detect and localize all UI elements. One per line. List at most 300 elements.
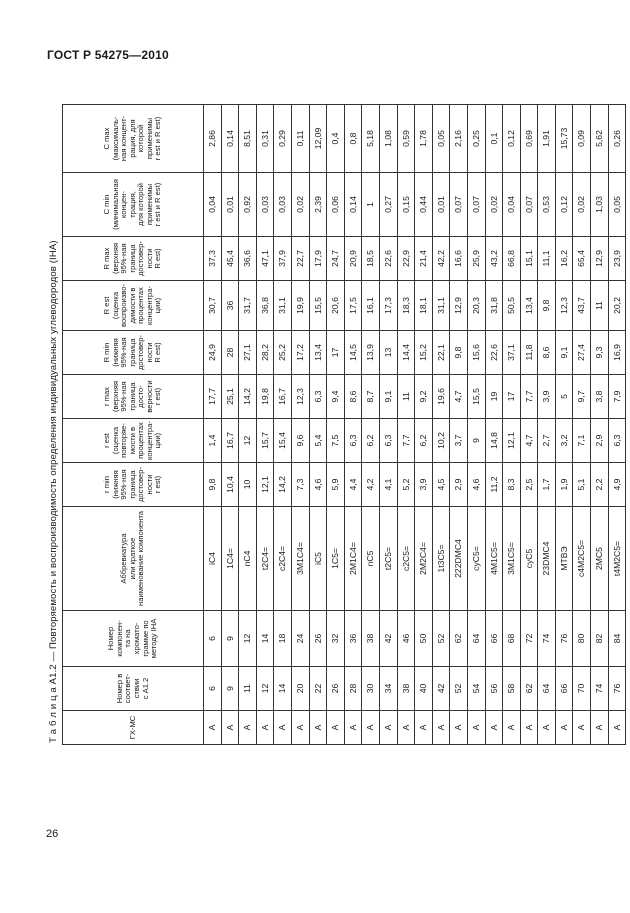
table-cell: А <box>608 711 626 745</box>
table-cell: 0,15 <box>397 173 415 237</box>
table-cell: 2,86 <box>204 105 222 173</box>
table-cell: 0,27 <box>379 173 397 237</box>
table-cell: А <box>327 711 345 745</box>
column-header: r max (верхняя 95%-ная граница досто- верности r est) <box>63 375 204 419</box>
table-cell: А <box>555 711 573 745</box>
table-cell: MTBЭ <box>555 507 573 611</box>
table-cell: 25,2 <box>274 331 292 375</box>
table-cell: А <box>239 711 257 745</box>
table-cell: 9,4 <box>327 375 345 419</box>
table-cell: А <box>432 711 450 745</box>
table-cell: 64 <box>538 667 556 711</box>
table-cell: 66 <box>555 667 573 711</box>
table-cell: А <box>485 711 503 745</box>
table-cell: 42,2 <box>432 237 450 281</box>
table-cell: 31,7 <box>239 281 257 331</box>
table-cell: 16,7 <box>221 419 239 463</box>
table-cell: 18,3 <box>397 281 415 331</box>
table-cell: 1 <box>362 173 380 237</box>
table-cell: 17,9 <box>309 237 327 281</box>
table-cell: nC5 <box>362 507 380 611</box>
table-cell: 21,4 <box>415 237 433 281</box>
table-row <box>555 105 573 745</box>
table-cell: 0,07 <box>520 173 538 237</box>
table-cell: 0,12 <box>503 105 521 173</box>
column-header: R min (нижняя 95%-ная граница достовер- ности R est) <box>63 331 204 375</box>
table-row <box>397 105 415 745</box>
table-row <box>485 105 503 745</box>
table-cell: 12 <box>256 667 274 711</box>
table-cell: 0,05 <box>608 173 626 237</box>
table-cell: 4,5 <box>432 463 450 507</box>
table-cell: 0,04 <box>503 173 521 237</box>
table-cell: 12,9 <box>450 281 468 331</box>
table-cell: 11,2 <box>485 463 503 507</box>
table-cell: 16,7 <box>274 375 292 419</box>
table-cell: 11,8 <box>520 331 538 375</box>
table-cell: 14,2 <box>274 463 292 507</box>
table-row <box>256 105 274 745</box>
table-cell: А <box>309 711 327 745</box>
table-row <box>327 105 345 745</box>
table-cell: 24 <box>291 611 309 667</box>
table-cell: 20,9 <box>344 237 362 281</box>
table-cell: 0,44 <box>415 173 433 237</box>
table-cell: 8,6 <box>344 375 362 419</box>
table-row <box>344 105 362 745</box>
table-cell: 0,03 <box>274 173 292 237</box>
table-cell: 22,9 <box>397 237 415 281</box>
table-cell: 50 <box>415 611 433 667</box>
table-cell: 22,1 <box>432 331 450 375</box>
table-cell: 16,6 <box>450 237 468 281</box>
table-cell: 3,8 <box>591 375 609 419</box>
table-cell: 0,92 <box>239 173 257 237</box>
table-cell: 1,7 <box>538 463 556 507</box>
table-cell: 9 <box>221 611 239 667</box>
table-cell: t2C4= <box>256 507 274 611</box>
table-cell: 5,62 <box>591 105 609 173</box>
table-cell: 9 <box>221 667 239 711</box>
table-cell: 9 <box>467 419 485 463</box>
table-row <box>221 105 239 745</box>
table-row <box>379 105 397 745</box>
table-cell: 10 <box>239 463 257 507</box>
table-cell: 14,5 <box>344 331 362 375</box>
table-cell: 2M2C4= <box>415 507 433 611</box>
table-cell: 42 <box>432 667 450 711</box>
table-row <box>467 105 485 745</box>
table-cell: 12 <box>239 419 257 463</box>
table-cell: 4,7 <box>450 375 468 419</box>
table-cell: 1,91 <box>538 105 556 173</box>
table-cell: 9,8 <box>450 331 468 375</box>
table-cell: 17,5 <box>344 281 362 331</box>
table-cell: А <box>415 711 433 745</box>
table-cell: 27,1 <box>239 331 257 375</box>
table-cell: 14,2 <box>239 375 257 419</box>
table-cell: 2M1C4= <box>344 507 362 611</box>
table-cell: 1,78 <box>415 105 433 173</box>
table-cell: 6 <box>204 667 222 711</box>
table-cell: 4M1C5= <box>485 507 503 611</box>
table-cell: 9,2 <box>415 375 433 419</box>
table-cell: 15,6 <box>467 331 485 375</box>
table-cell: 12,9 <box>591 237 609 281</box>
table-cell: 5,18 <box>362 105 380 173</box>
table-cell: А <box>379 711 397 745</box>
table-cell: 2,5 <box>520 463 538 507</box>
table-cell: 22,6 <box>485 331 503 375</box>
table-cell: 15,5 <box>309 281 327 331</box>
table-cell: 9,1 <box>555 331 573 375</box>
table-cell: 3M1C4= <box>291 507 309 611</box>
table-cell: 6 <box>204 611 222 667</box>
table-row <box>608 105 626 745</box>
table-cell: 0,29 <box>274 105 292 173</box>
table-cell: 14 <box>256 611 274 667</box>
table-cell: 43,7 <box>573 281 591 331</box>
table-cell: 0,11 <box>291 105 309 173</box>
column-header: R max (верхняя 95%-ная граница достовер- ности R est) <box>63 237 204 281</box>
table-cell: 14 <box>274 667 292 711</box>
table-cell: 9,8 <box>538 281 556 331</box>
table-cell: 5 <box>555 375 573 419</box>
table-cell: 5,9 <box>327 463 345 507</box>
table-cell: 16,1 <box>362 281 380 331</box>
table-cell: 4,1 <box>379 463 397 507</box>
table-cell: 70 <box>573 667 591 711</box>
table-cell: 19 <box>485 375 503 419</box>
table-cell: 13,9 <box>362 331 380 375</box>
table-cell: 62 <box>450 611 468 667</box>
table-cell: 65,4 <box>573 237 591 281</box>
table-cell: 0,26 <box>608 105 626 173</box>
table-cell: 17,2 <box>291 331 309 375</box>
table-cell: 15,5 <box>467 375 485 419</box>
table-cell: 2,9 <box>450 463 468 507</box>
table-cell: 36,6 <box>239 237 257 281</box>
table-cell: t2C5= <box>379 507 397 611</box>
table-cell: 20 <box>291 667 309 711</box>
table-row <box>591 105 609 745</box>
table-cell: 12 <box>239 611 257 667</box>
table-cell: 15,1 <box>520 237 538 281</box>
table-cell: 4,2 <box>362 463 380 507</box>
table-cell: А <box>450 711 468 745</box>
table-cell: 72 <box>520 611 538 667</box>
table-cell: 2,16 <box>450 105 468 173</box>
table-cell: 36,8 <box>256 281 274 331</box>
column-header: R est (оценка воспроизво- димости в процентах концентра- ции) <box>63 281 204 331</box>
table-cell: 31,8 <box>485 281 503 331</box>
table-cell: А <box>538 711 556 745</box>
table-cell: 12,1 <box>503 419 521 463</box>
table-cell: 0,07 <box>450 173 468 237</box>
column-header: Аббревиатура или краткое наименование компонента <box>63 507 204 611</box>
table-cell: 3,7 <box>450 419 468 463</box>
table-body <box>204 105 626 745</box>
table-cell: 1,08 <box>379 105 397 173</box>
table-cell: 5,1 <box>573 463 591 507</box>
table-cell: 7,1 <box>573 419 591 463</box>
table-cell: 10,4 <box>221 463 239 507</box>
table-cell: 28,2 <box>256 331 274 375</box>
table-cell: 24,9 <box>204 331 222 375</box>
table-cell: 222DMC4 <box>450 507 468 611</box>
table-cell: 8,3 <box>503 463 521 507</box>
table-cell: 76 <box>555 611 573 667</box>
table-cell: 25,1 <box>221 375 239 419</box>
table-cell: 14,8 <box>485 419 503 463</box>
table-cell: 17,3 <box>379 281 397 331</box>
table-cell: 14,4 <box>397 331 415 375</box>
table-cell: 0,02 <box>291 173 309 237</box>
column-header: r est (оценка повторяе- мости в процентах концентра- ции) <box>63 419 204 463</box>
table-cell: 12,09 <box>309 105 327 173</box>
table-row <box>573 105 591 745</box>
column-header: ГХ-МС <box>63 711 204 745</box>
table-cell: 27,4 <box>573 331 591 375</box>
table-cell: 64 <box>467 611 485 667</box>
table-cell: 82 <box>591 611 609 667</box>
table-row <box>309 105 327 745</box>
table-cell: 9,8 <box>204 463 222 507</box>
table-caption: Т а б л и ц а А1.2 — Повторяемость и воспроизводимость определения индивидуальных углеводородов (IHA) <box>48 240 59 743</box>
table-cell: c2C5= <box>397 507 415 611</box>
table-cell: 37,9 <box>274 237 292 281</box>
table-cell: А <box>204 711 222 745</box>
table-cell: 6,3 <box>608 419 626 463</box>
table-row <box>520 105 538 745</box>
table-cell: 11,1 <box>538 237 556 281</box>
table-cell: 76 <box>608 667 626 711</box>
table-cell: 52 <box>432 611 450 667</box>
table-cell: 7,5 <box>327 419 345 463</box>
table-cell: 15,2 <box>415 331 433 375</box>
table-cell: А <box>291 711 309 745</box>
table-cell: 8,6 <box>538 331 556 375</box>
table-cell: 0,04 <box>204 173 222 237</box>
table-cell: 0,03 <box>256 173 274 237</box>
table-cell: 45,4 <box>221 237 239 281</box>
table-cell: 0,1 <box>485 105 503 173</box>
table-cell: 31,1 <box>432 281 450 331</box>
table-cell: 1C4= <box>221 507 239 611</box>
table-cell: 0,02 <box>485 173 503 237</box>
table-cell: 62 <box>520 667 538 711</box>
table-cell: 2,2 <box>591 463 609 507</box>
table-cell: 7,7 <box>397 419 415 463</box>
table-cell: 20,3 <box>467 281 485 331</box>
table-cell: 7,7 <box>520 375 538 419</box>
table-cell: 26 <box>309 611 327 667</box>
table-cell: 4,7 <box>520 419 538 463</box>
table-cell: 36 <box>344 611 362 667</box>
table-row <box>432 105 450 745</box>
table-cell: 0,05 <box>432 105 450 173</box>
table-cell: 23DMC4 <box>538 507 556 611</box>
table-cell: 0,25 <box>467 105 485 173</box>
table-cell: 12,1 <box>256 463 274 507</box>
table-cell: А <box>591 711 609 745</box>
table-cell: А <box>274 711 292 745</box>
table-header-row <box>63 105 204 745</box>
table-cell: cyC5= <box>467 507 485 611</box>
table-cell: 6,2 <box>362 419 380 463</box>
table-cell: 6,2 <box>415 419 433 463</box>
table-cell: 30 <box>362 667 380 711</box>
table-cell: 52 <box>450 667 468 711</box>
table-cell: 20,2 <box>608 281 626 331</box>
table-cell: 74 <box>591 667 609 711</box>
table-cell: 4,6 <box>309 463 327 507</box>
table-cell: 7,3 <box>291 463 309 507</box>
table-cell: 28 <box>344 667 362 711</box>
table-cell: 17 <box>327 331 345 375</box>
table-cell: 16,2 <box>555 237 573 281</box>
table-row <box>204 105 222 745</box>
table-cell: 19,9 <box>291 281 309 331</box>
table-cell: 0,14 <box>344 173 362 237</box>
table-cell: А <box>503 711 521 745</box>
column-header: Номер в соответ- ствии с А1.2 <box>63 667 204 711</box>
table-cell: 0,59 <box>397 105 415 173</box>
table-cell: 5,2 <box>397 463 415 507</box>
table-cell: 38 <box>362 611 380 667</box>
table-cell: А <box>520 711 538 745</box>
table-cell: 22 <box>309 667 327 711</box>
table-cell: 1,9 <box>555 463 573 507</box>
table-cell: 43,2 <box>485 237 503 281</box>
table-cell: 12,3 <box>291 375 309 419</box>
table-cell: 4,9 <box>608 463 626 507</box>
table-cell: iC5 <box>309 507 327 611</box>
table-cell: А <box>256 711 274 745</box>
table-cell: А <box>362 711 380 745</box>
table-row <box>450 105 468 745</box>
table-cell: 3M1C5= <box>503 507 521 611</box>
table-cell: 4,4 <box>344 463 362 507</box>
table-row <box>415 105 433 745</box>
table-cell: 3,2 <box>555 419 573 463</box>
table-cell: iC4 <box>204 507 222 611</box>
table-cell: 6,3 <box>344 419 362 463</box>
table-cell: 1,4 <box>204 419 222 463</box>
table-cell: 8,7 <box>362 375 380 419</box>
table-cell: 66,8 <box>503 237 521 281</box>
table-cell: 36 <box>221 281 239 331</box>
table-cell: 5,4 <box>309 419 327 463</box>
table-row <box>362 105 380 745</box>
table-cell: 0,12 <box>555 173 573 237</box>
table-cell: 11 <box>591 281 609 331</box>
table-cell: 3,9 <box>415 463 433 507</box>
table-cell: 9,1 <box>379 375 397 419</box>
table-cell: 24,7 <box>327 237 345 281</box>
table-cell: 0,8 <box>344 105 362 173</box>
column-header: C max (максималь- ная концент- рация, для которой применимы r est и R est) <box>63 105 204 173</box>
table-cell: 2,7 <box>538 419 556 463</box>
table-cell: 32 <box>327 611 345 667</box>
table-cell: 0,14 <box>221 105 239 173</box>
table-cell: 74 <box>538 611 556 667</box>
table-cell: 0,53 <box>538 173 556 237</box>
document-header: ГОСТ Р 54275—2010 <box>47 48 169 62</box>
table-cell: 13 <box>379 331 397 375</box>
table-cell: А <box>467 711 485 745</box>
table-cell: 13,4 <box>309 331 327 375</box>
table-cell: 80 <box>573 611 591 667</box>
table-cell: 18,1 <box>415 281 433 331</box>
table-row <box>538 105 556 745</box>
table-cell: А <box>344 711 362 745</box>
table-cell: 7,9 <box>608 375 626 419</box>
table-row <box>291 105 309 745</box>
table-cell: 0,07 <box>467 173 485 237</box>
table-cell: 15,7 <box>256 419 274 463</box>
table-cell: 40 <box>415 667 433 711</box>
table-cell: 8,51 <box>239 105 257 173</box>
table-row <box>239 105 257 745</box>
repeatability-table <box>62 104 626 745</box>
table-cell: 22,6 <box>379 237 397 281</box>
table-cell: 0,09 <box>573 105 591 173</box>
table-cell: 58 <box>503 667 521 711</box>
column-header: r min (нижняя 95%-ная граница достовер- ности r est) <box>63 463 204 507</box>
table-cell: 15,73 <box>555 105 573 173</box>
table-cell: 9,3 <box>591 331 609 375</box>
table-cell: 12,3 <box>555 281 573 331</box>
table-cell: 15,4 <box>274 419 292 463</box>
table-cell: А <box>573 711 591 745</box>
table-cell: 50,5 <box>503 281 521 331</box>
table-cell: c4M2C5= <box>573 507 591 611</box>
table-cell: 20,6 <box>327 281 345 331</box>
table-cell: 2,39 <box>309 173 327 237</box>
table-cell: 28 <box>221 331 239 375</box>
table-cell: 66 <box>485 611 503 667</box>
table-cell: 6,3 <box>379 419 397 463</box>
table-cell: 0,02 <box>573 173 591 237</box>
table-cell: 3,9 <box>538 375 556 419</box>
table-cell: 31,1 <box>274 281 292 331</box>
table-cell: 0,01 <box>432 173 450 237</box>
table-cell: 18,5 <box>362 237 380 281</box>
table-cell: 1t3C5= <box>432 507 450 611</box>
table-cell: 19,6 <box>432 375 450 419</box>
table-cell: 37,3 <box>204 237 222 281</box>
table-cell: 0,31 <box>256 105 274 173</box>
table-cell: 0,01 <box>221 173 239 237</box>
table-cell: 9,6 <box>291 419 309 463</box>
column-header: C min (минимальная концен- трация, для которой применимы r est и R est) <box>63 173 204 237</box>
table-cell: 19,8 <box>256 375 274 419</box>
table-cell: 16,9 <box>608 331 626 375</box>
table-cell: 22,7 <box>291 237 309 281</box>
table-cell: 17 <box>503 375 521 419</box>
table-row <box>274 105 292 745</box>
table-cell: 23,9 <box>608 237 626 281</box>
table-cell: 13,4 <box>520 281 538 331</box>
table-cell: 2,9 <box>591 419 609 463</box>
rotated-table-block <box>46 105 622 745</box>
table-cell: 6,3 <box>309 375 327 419</box>
table-cell: 38 <box>397 667 415 711</box>
table-cell: 9,7 <box>573 375 591 419</box>
table-cell: 25,9 <box>467 237 485 281</box>
table-cell: 11 <box>239 667 257 711</box>
